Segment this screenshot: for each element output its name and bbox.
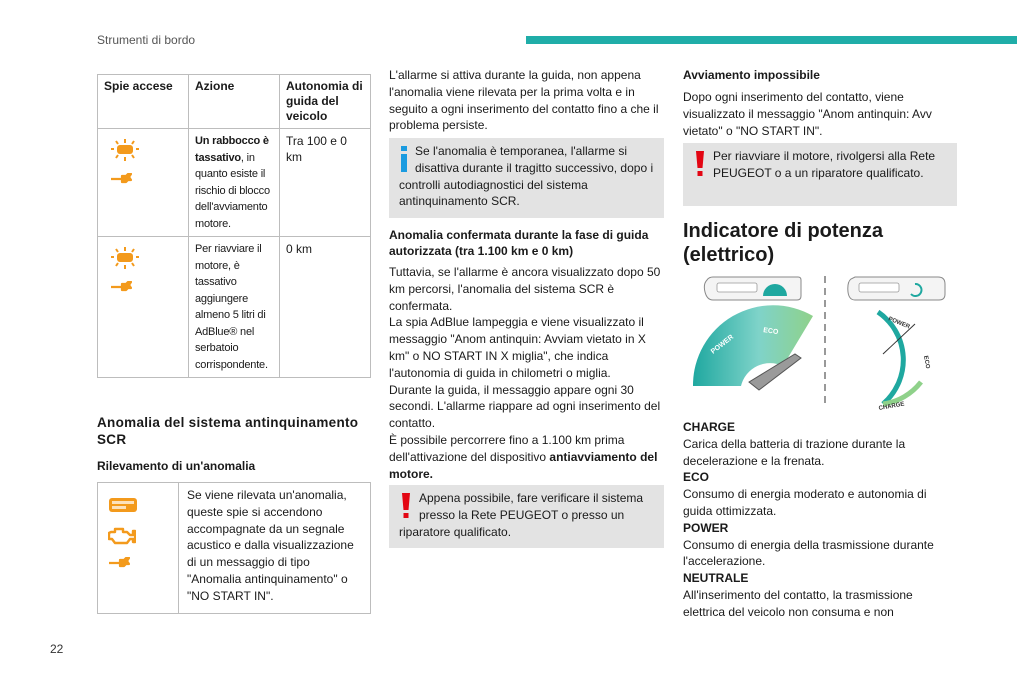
warning-note-text: Per riavviare il motore, rivolgersi alla Rete PEUGEOT o a un riparatore qualificato. [713, 149, 936, 180]
icon-cell [98, 483, 179, 614]
autonomy-cell: Tra 100 e 0 km [280, 129, 371, 237]
gauge-left [693, 305, 813, 386]
table-header: Autonomia di guida del veicolo [280, 75, 371, 129]
term-description: Consumo di energia della trasmissione durante l'accelerazione. [683, 537, 934, 569]
autonomy-cell: 0 km [280, 237, 371, 378]
term-title: CHARGE [683, 420, 736, 434]
paragraph-line [389, 432, 665, 482]
action-text: , in quanto esiste il rischio di blocco dell'avviamento motore. [195, 151, 270, 230]
term-title: POWER [683, 520, 729, 535]
bold-fragment: antiavviamento del motore. [389, 449, 658, 481]
service-warning-icon [110, 139, 140, 161]
paragraph [389, 264, 665, 482]
term-title: ECO [683, 470, 710, 485]
gauge-right-arc-charge [883, 382, 921, 404]
section-title: Anomalia del sistema antinquinamento SCR [97, 415, 359, 447]
gauge-right-label-charge: CHARGE [878, 401, 905, 412]
header-accent-bar [526, 36, 1017, 44]
subsection-title: Anomalia confermata durante la fase di guida autorizzata (tra 1.100 km e 0 km) [389, 228, 649, 258]
power-indicator-illustration [683, 274, 958, 414]
paragraph-line: Durante la guida, il messaggio appare ogni 30 secondi. L'allarme riappare ad ogni inserimento del contatto. [389, 382, 661, 431]
info-icon [399, 146, 409, 172]
detection-text: Se viene rilevata un'anomalia, queste spie si accendono accompagnate da un segnale acustico e dalla visualizzazione di un messaggio di tipo "Anomalia antinquinamento" o "NO START IN". [179, 483, 371, 614]
subsection-title: Rilevamento di un'anomalia [97, 459, 256, 473]
warning-note [683, 143, 957, 206]
wrench-icon [110, 173, 132, 185]
action-bold-text: Un rabbocco è tassativo [195, 135, 269, 164]
warning-note [389, 485, 664, 548]
action-cell [189, 129, 280, 237]
term-description: All'inserimento del contatto, la trasmissione elettrica del veicolo non consuma e non [683, 587, 913, 619]
table-row [98, 129, 371, 237]
table-header: Spie accese [98, 75, 189, 129]
text-fragment: È possibile percorrere fino a 1.100 km prima dell'attivazione del dispositivo [389, 432, 625, 464]
info-note [389, 138, 664, 218]
term-description: Consumo di energia moderato e autonomia di guida ottimizzata. [683, 487, 927, 518]
gauge-right-needle [883, 324, 915, 354]
info-note-text: Se l'anomalia è temporanea, l'allarme si disattiva durante il tragitto successivo, dopo i controlli autodiagnostici del sistema antinquinamento SCR. [399, 144, 654, 209]
wrench-icon [110, 281, 132, 293]
warning-exclamation-icon [693, 151, 707, 177]
service-warning-icon [110, 247, 140, 269]
gauge-label-eco: ECO [762, 327, 779, 337]
table-row [98, 483, 371, 614]
icon-cell [98, 237, 189, 378]
page-number: 22 [50, 642, 64, 656]
subsection-title: Avviamento impossibile [683, 68, 820, 82]
icon-cell [98, 129, 189, 237]
term-description: Carica della batteria di trazione durante la decelerazione e la frenata. [683, 436, 906, 468]
warning-note-text: Appena possibile, fare verificare il sistema presso la Rete PEUGEOT o presso un riparatore qualificato. [399, 491, 644, 539]
wrench-icon [108, 557, 130, 569]
gauge-label-charge: CHARGE [794, 360, 811, 392]
section-heading: Indicatore di potenza (elettrico) [683, 220, 884, 266]
paragraph: L'allarme si attiva durante la guida, non appena l'anomalia viene rilevata per la prima volta e in seguito a ogni inserimento del contatto fino a che il problema persiste. [389, 68, 659, 133]
action-cell: Per riavviare il motore, è tassativo aggiungere almeno 5 litri di AdBlue® nel serbatoio corrispondente. [189, 237, 280, 378]
terms-list [683, 419, 958, 621]
paragraph-line: La spia AdBlue lampeggia e viene visualizzato il messaggio "Anom antinquin: Avviam vietato in X km" o NO START IN X miglia", che indica l'autonomia di guida in chilometri o miglia. [389, 315, 646, 380]
warning-exclamation-icon [399, 493, 413, 519]
gauge-right-label-power: POWER [887, 316, 911, 331]
term-title: NEUTRALE [683, 571, 749, 586]
warning-lights-table [97, 74, 371, 378]
paragraph: Dopo ogni inserimento del contatto, viene visualizzato il messaggio "Anom antinquin: Avv vietato" o "NO START IN". [683, 90, 932, 138]
paragraph-line: Tuttavia, se l'allarme è ancora visualizzato dopo 50 km percorsi, l'anomalia del sistema SCR è confermata. [389, 265, 661, 313]
gauge-label-power: POWER [709, 333, 736, 356]
engine-icon [108, 525, 136, 545]
table-header: Azione [189, 75, 280, 129]
page-header-title: Strumenti di bordo [97, 33, 196, 47]
gauge-right-label-eco: ECO [922, 355, 931, 370]
detection-table [97, 482, 371, 614]
table-row [98, 237, 371, 378]
adblue-icon [108, 497, 138, 513]
